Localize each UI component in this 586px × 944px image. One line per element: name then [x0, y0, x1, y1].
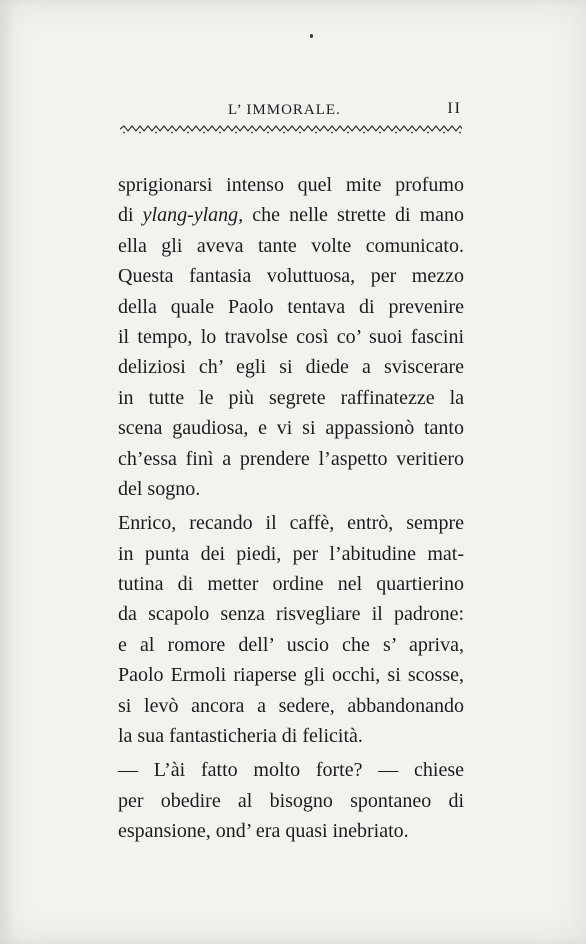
text-line: la sua fantasticheria di felicità.: [118, 725, 363, 748]
page-header: [118, 100, 462, 122]
text-line: deliziosi ch’ egli si diede a sviscerare: [118, 356, 464, 379]
text-line: si levò ancora a sedere, abbandonando: [118, 694, 464, 717]
text-fragment: che nelle strette di mano: [243, 204, 465, 227]
text-line: espansione, ond’ era quasi inebriato.: [118, 820, 409, 843]
text-line: Paolo Ermoli riaperse gli occhi, si scosse,: [118, 664, 464, 687]
text-line: — L’ài fatto molto forte? — chiese: [118, 759, 464, 782]
text-fragment: di: [118, 204, 143, 227]
text-line: il tempo, lo travolse così co’ suoi fascini: [118, 325, 464, 348]
text-line: e al romore dell’ uscio che s’ apriva,: [118, 633, 464, 656]
decorative-rule: [120, 124, 462, 134]
text-line: tutina di metter ordine nel quartierino: [118, 573, 464, 596]
text-line: [118, 200, 464, 230]
body-text: [118, 170, 464, 847]
text-line: ella gli aveva tante volte comunicato.: [118, 234, 464, 257]
text-line: in tutte le più segrete raffinatezze la: [118, 386, 464, 409]
text-line: scena gaudiosa, e vi si appassionò tanto: [118, 417, 464, 440]
ink-speck: [310, 34, 313, 38]
text-line: della quale Paolo tentava di prevenire: [118, 295, 464, 318]
text-line: sprigionarsi intenso quel mite profumo: [118, 174, 464, 196]
running-title: L’ IMMORALE.: [228, 102, 341, 118]
text-line: da scapolo senza risvegliare il padrone:: [118, 603, 464, 626]
text-line: ch’essa finì a prendere l’aspetto veritiero: [118, 447, 464, 470]
text-line: per obedire al bisogno spontaneo di: [118, 789, 464, 812]
text-line: Questa fantasia voluttuosa, per mezzo: [118, 265, 464, 288]
italic-term: ylang-ylang,: [142, 204, 244, 227]
text-line: Enrico, recando il caffè, entrò, sempre: [118, 512, 464, 535]
text-line: in punta dei piedi, per l’abitudine mat-: [118, 542, 464, 565]
page-number: II: [447, 100, 462, 117]
text-line: del sogno.: [118, 477, 201, 500]
